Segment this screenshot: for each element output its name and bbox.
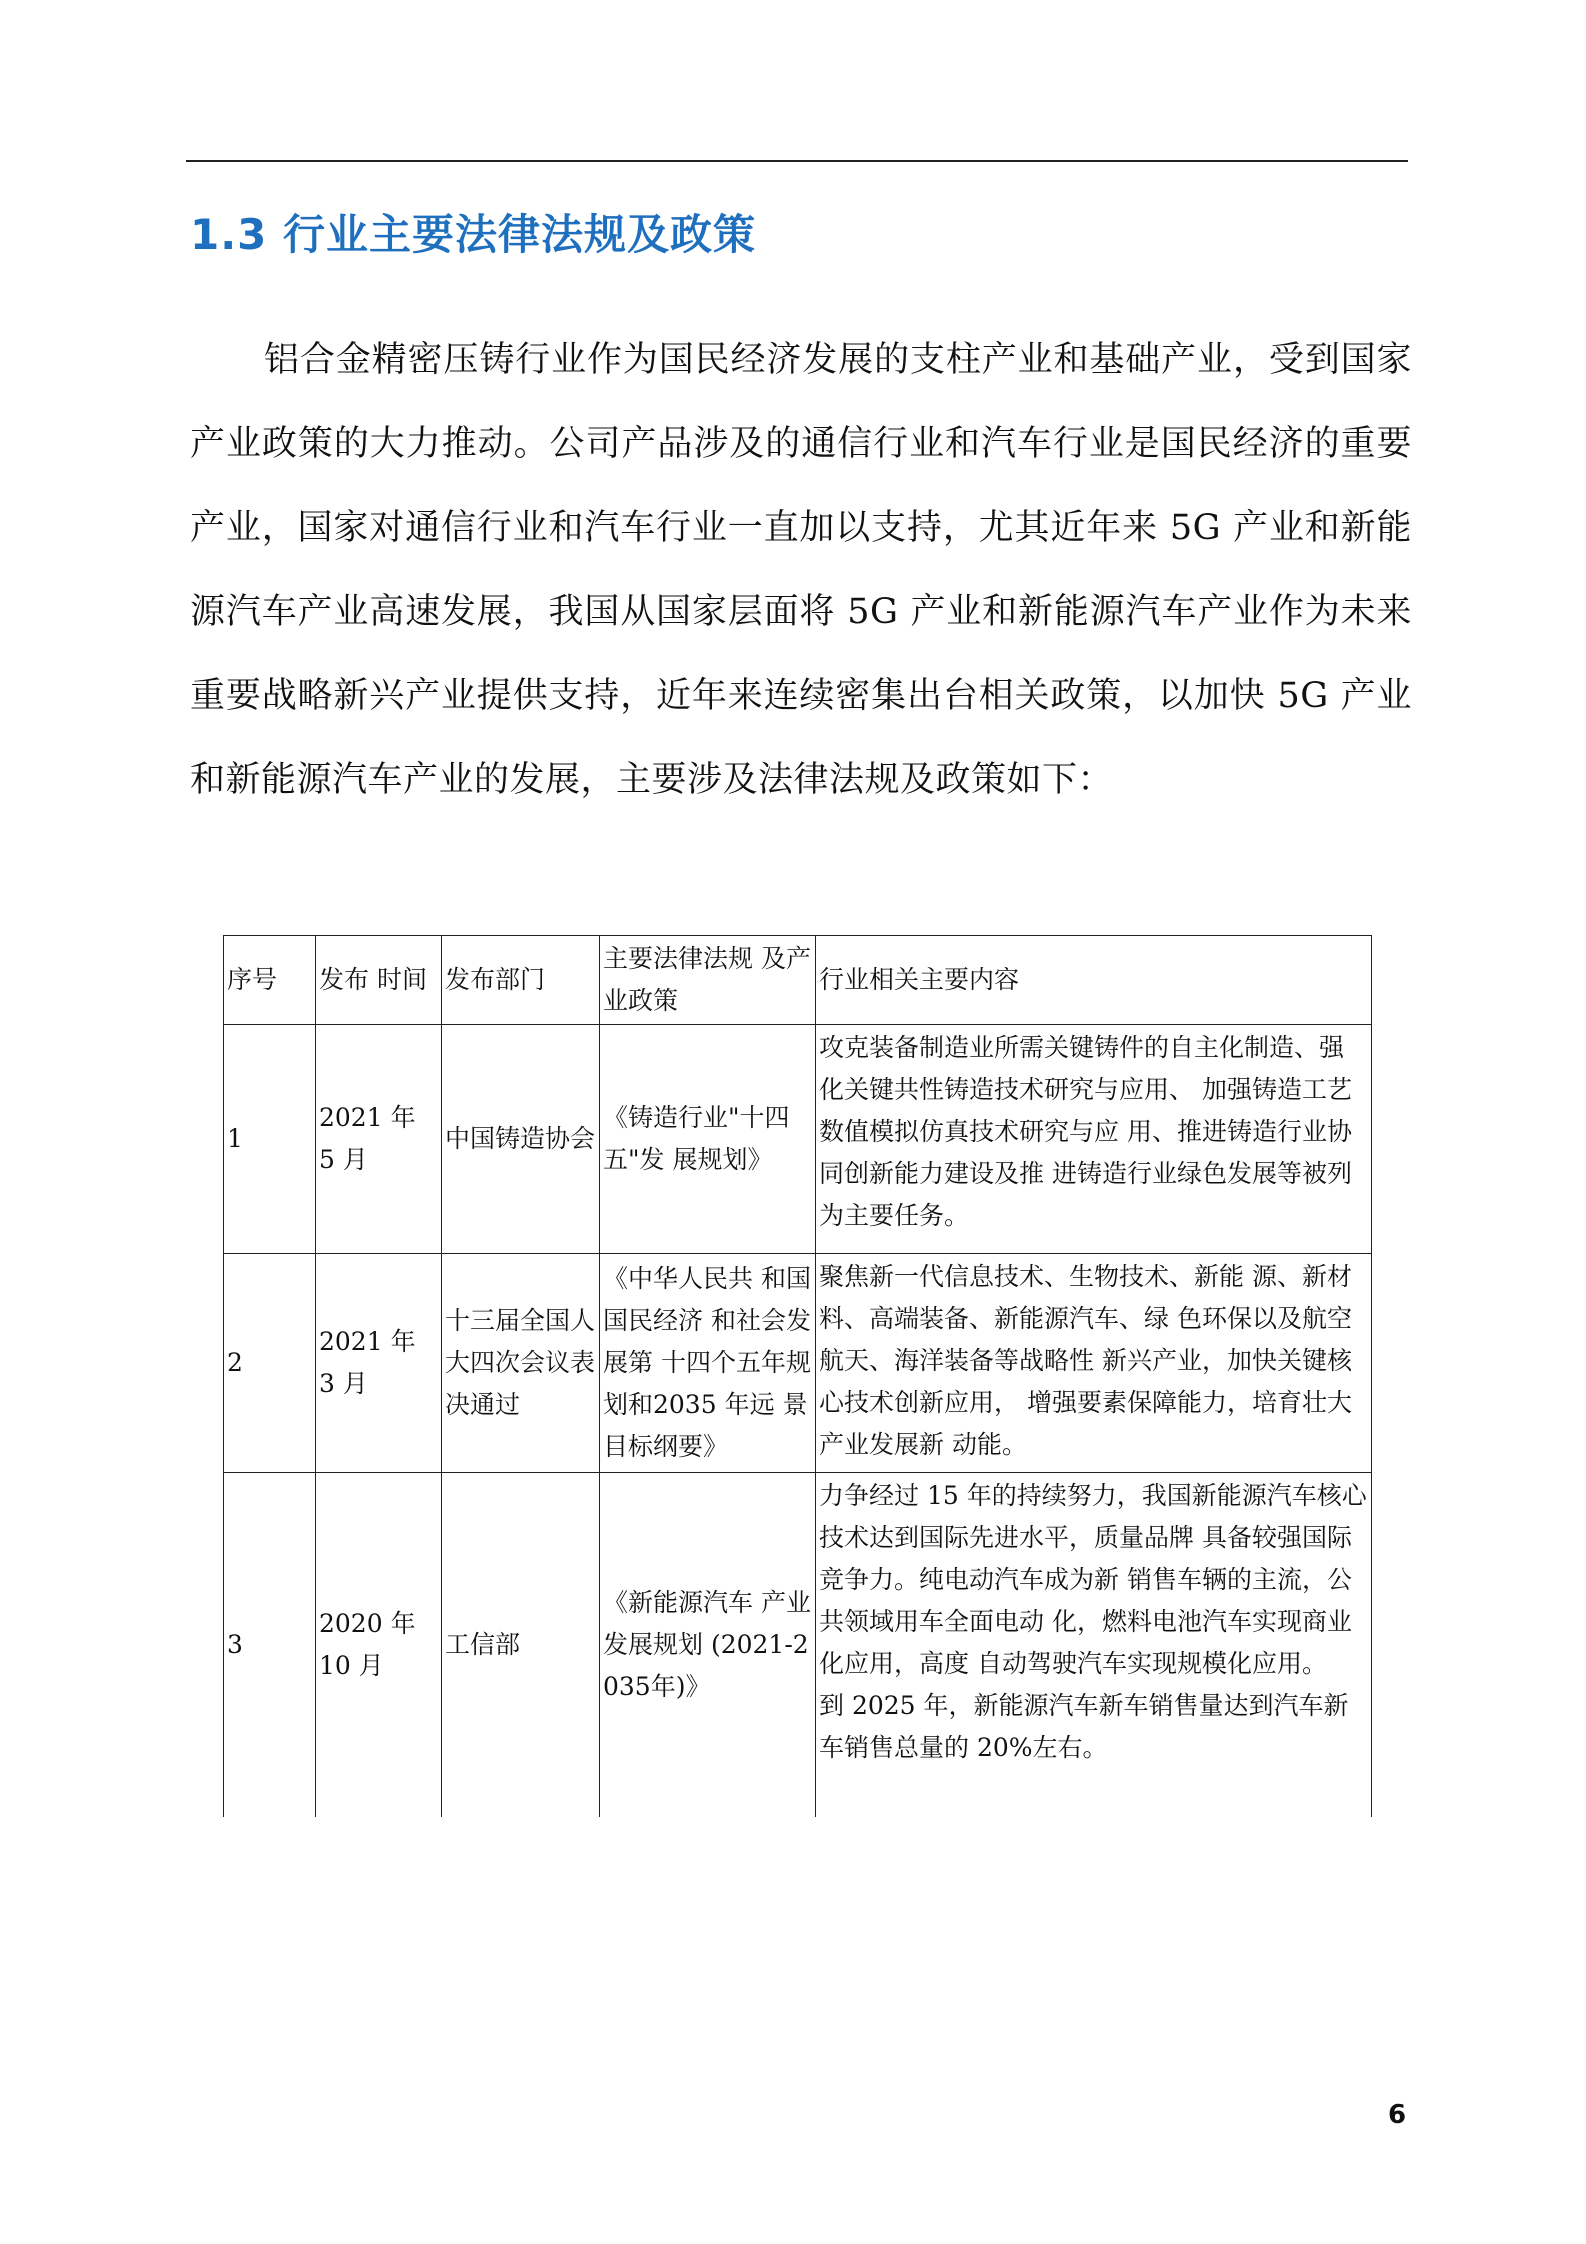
- header-content: 行业相关主要内容: [816, 936, 1372, 1025]
- header-rule: [186, 160, 1408, 162]
- cell-policy: 《新能源汽车 产业发展规划 (2021-2035年)》: [600, 1473, 816, 1818]
- header-dept: 发布部门: [442, 936, 600, 1025]
- policy-table: [223, 935, 1372, 1817]
- cell-content-part1: 力争经过 15 年的持续努力，我国新能源汽车核心技术达到国际先进水平，质量品牌 具备较强国际竞争力。纯电动汽车成为新 销售车辆的主流，公共领域用车全面电动 化，燃料电池汽车实现商业化应用，高度 自动驾驶汽车实现规模化应用。: [819, 1481, 1367, 1678]
- header-date: 发布 时间: [316, 936, 442, 1025]
- table-row: [224, 1254, 1372, 1473]
- header-policy: 主要法律法规 及产业政策: [600, 936, 816, 1025]
- cell-content-part2: 到 2025 年，新能源汽车新车销售量达到汽车新车销售总量的 20%左右。: [819, 1691, 1349, 1762]
- section-heading: 1.3 行业主要法律法规及政策: [190, 210, 757, 259]
- intro-paragraph: 铝合金精密压铸行业作为国民经济发展的支柱产业和基础产业，受到国家产业政策的大力推动。公司产品涉及的通信行业和汽车行业是国民经济的重要产业，国家对通信行业和汽车行业一直加以支持，尤其近年来 5G 产业和新能源汽车产业高速发展，我国从国家层面将 5G 产业和新能源汽车产业作为未来重要战略新兴产业提供支持，近年来连续密集出台相关政策，以加快 5G 产业和新能源汽车产业的发展，主要涉及法律法规及政策如下：: [190, 340, 1412, 800]
- page-number: 6: [1388, 2100, 1407, 2130]
- table-row: [224, 1025, 1372, 1254]
- cell-dept: 中国铸造协会: [442, 1025, 600, 1254]
- cell-dept: 工信部: [442, 1473, 600, 1818]
- header-no: 序号: [224, 936, 316, 1025]
- cell-date: 2021 年 3 月: [316, 1254, 442, 1473]
- cell-no: 3: [224, 1473, 316, 1818]
- table-row: [224, 1473, 1372, 1818]
- cell-policy-text: 《中华人民共 和国国民经济 和社会发展第 十四个五年规 划和2035 年远 景目标纲要》: [603, 1264, 811, 1461]
- cell-content: 攻克装备制造业所需关键铸件的自主化制造、强化关键共性铸造技术研究与应用、 加强铸造工艺数值模拟仿真技术研究与应 用、推进铸造行业协同创新能力建设及推 进铸造行业绿色发展等被列为主要任务。: [816, 1025, 1372, 1254]
- cell-date: 2020 年 10 月: [316, 1473, 442, 1818]
- cell-dept: 十三届全国人大四次会议表决通过: [442, 1254, 600, 1473]
- cell-policy: [600, 1254, 816, 1473]
- cell-no: 1: [224, 1025, 316, 1254]
- cell-date: 2021 年 5 月: [316, 1025, 442, 1254]
- cell-policy: 《铸造行业"十四五"发 展规划》: [600, 1025, 816, 1254]
- cell-content: [816, 1473, 1372, 1818]
- cell-content: 聚焦新一代信息技术、生物技术、新能 源、新材料、高端装备、新能源汽车、绿 色环保以及航空航天、海洋装备等战略性 新兴产业，加快关键核心技术创新应用， 增强要素保障能力，培育壮大产业发展新 动能。: [816, 1254, 1372, 1473]
- table-header-row: [224, 936, 1372, 1025]
- cell-no: 2: [224, 1254, 316, 1473]
